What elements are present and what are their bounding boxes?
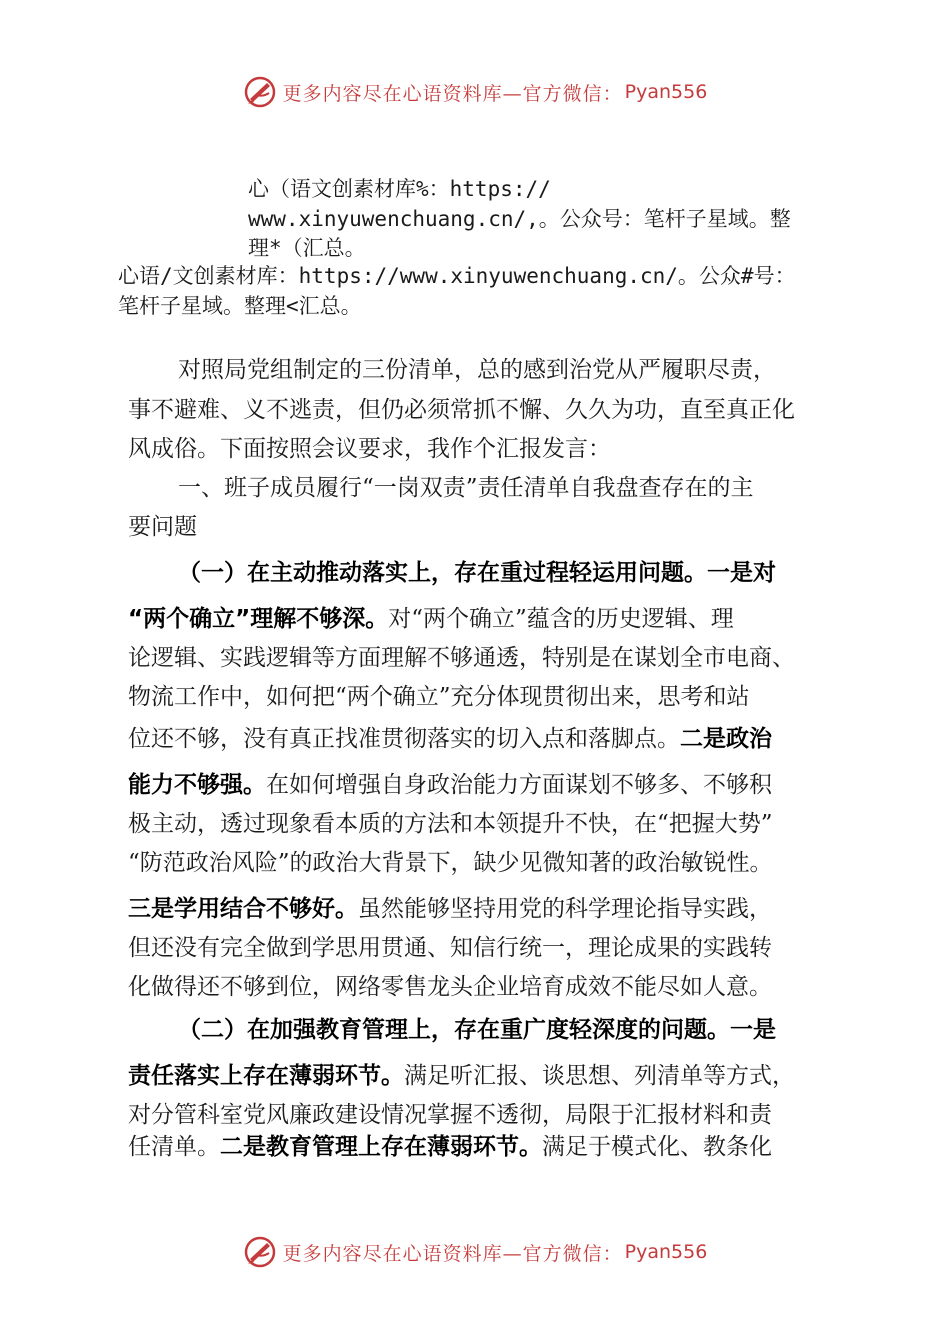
paragraph-text: 在如何增强自身政治能力方面谋划不够多、不够积 [266,772,772,798]
brush-logo-icon [243,1235,277,1269]
subsection-heading: （二）在加强教育管理上，存在重广度轻深度的问题。一是 [178,1017,776,1043]
bold-point: 二是教育管理上存在薄弱环节。 [220,1134,542,1160]
paragraph-line [128,604,734,634]
paragraph-line: 化做得还不够到位，网络零售龙头企业培育成效不能尽如人意。 [128,974,772,1000]
watermark-line: www.xinyuwenchuang.cn/,。公众号：笔杆子星域。整 [248,207,791,231]
watermark-line: 笔杆子星域。整理<汇总。 [118,294,362,318]
paragraph-line [128,894,772,924]
footer-wechat-id: Pyan556 [624,1241,708,1263]
bold-point: 二是政治 [680,726,772,752]
bold-point: 能力不够强。 [128,772,266,798]
paragraph-line: “防范政治风险”的政治大背景下，缺少见微知著的政治敏锐性。 [128,850,773,876]
paragraph-line: 对分管科室党风廉政建设情况掌握不透彻，局限于汇报材料和责 [128,1102,772,1128]
bold-point: “两个确立”理解不够深。 [128,606,389,632]
section-heading: 一、班子成员履行“一岗双责”责任清单自我盘查存在的主 [178,475,754,501]
paragraph-line: 事不避难、义不逃责，但仍必须常抓不懈、久久为功，直至真正化 [128,397,795,423]
paragraph-line: 风成俗。下面按照会议要求，我作个汇报发言： [128,436,611,462]
paragraph-text: 对“两个确立”蕴含的历史逻辑、理 [388,606,734,632]
footer-banner [0,1232,950,1272]
subsection-heading: （一）在主动推动落实上，存在重过程轻运用问题。一是对 [178,560,776,586]
brush-logo-icon [243,75,277,109]
paragraph-line [128,1061,795,1091]
paragraph-line: 论逻辑、实践逻辑等方面理解不够通透，特别是在谋划全市电商、 [128,645,795,671]
paragraph-line: 极主动，透过现象看本质的方法和本领提升不快，在“把握大势” [128,811,773,837]
paragraph-line [128,1132,772,1162]
paragraph-line: 物流工作中，如何把“两个确立”充分体现贯彻出来，思考和站 [128,684,750,710]
watermark-line: 心语/文创素材库：https://www.xinyuwenchuang.cn/。公众#号： [118,264,796,288]
paragraph-text: 虽然能够坚持用党的科学理论指导实践， [358,896,772,922]
paragraph-text: 满足听汇报、谈思想、列清单等方式， [404,1063,795,1089]
header-wechat-id: Pyan556 [624,81,708,103]
watermark-line: 心（语文创素材库%：https:// [248,177,551,201]
paragraph-text: 满足于模式化、教条化 [542,1134,772,1160]
footer-banner-text: 更多内容尽在心语资料库—官方微信： [282,1242,623,1265]
header-banner-text: 更多内容尽在心语资料库—官方微信： [282,82,623,105]
bold-point: 责任落实上存在薄弱环节。 [128,1063,404,1089]
paragraph-line: 但还没有完全做到学思用贯通、知信行统一，理论成果的实践转 [128,935,772,961]
section-heading: 要问题 [128,514,197,540]
paragraph-line [128,770,772,800]
bold-point: 三是学用结合不够好。 [128,896,358,922]
header-banner [0,72,950,112]
paragraph-text: 位还不够，没有真正找准贯彻落实的切入点和落脚点。 [128,726,680,752]
paragraph-text: 任清单。 [128,1134,220,1160]
paragraph-line [128,724,772,754]
paragraph-line: 对照局党组制定的三份清单，总的感到治党从严履职尽责， [178,357,776,383]
watermark-line: 理*（汇总。 [248,236,366,260]
